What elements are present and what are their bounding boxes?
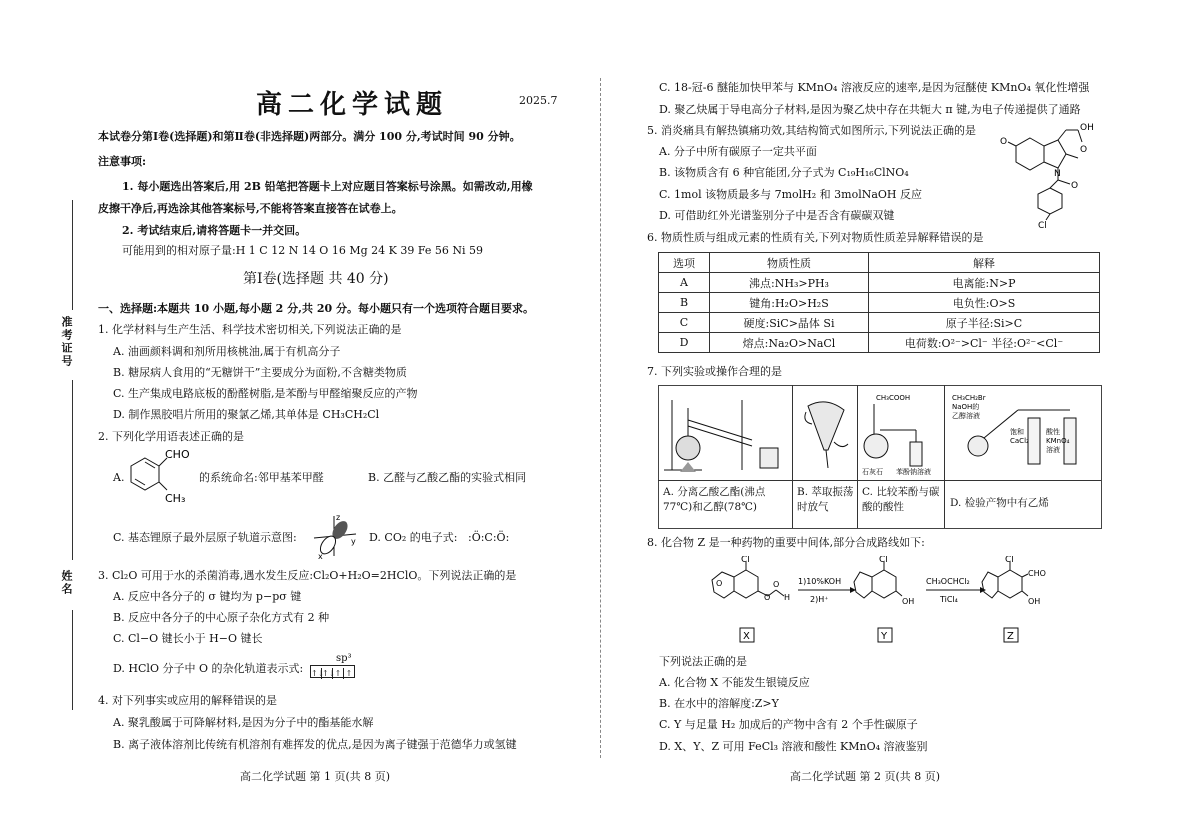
page-title: 高二化学试题	[256, 90, 449, 120]
table-cell: 键角:H₂O>H₂S	[710, 293, 869, 313]
q8-x-o1: O	[716, 579, 723, 588]
orbital-box-group	[310, 665, 355, 678]
table-cell: B	[659, 293, 710, 313]
q5-option-d: D. 可借助红外光谱鉴别分子中是否含有碳碳双键	[659, 209, 895, 222]
table-cell: 原子半径:Si>C	[869, 313, 1100, 333]
q7-stem: 7. 下列实验或操作合理的是	[647, 365, 782, 378]
table-cell: 电荷数:O²⁻>Cl⁻ 半径:O²⁻<Cl⁻	[869, 333, 1100, 353]
q8-x-o2: O	[764, 593, 771, 602]
q3-option-b: B. 反应中各分子的中心原子杂化方式有 2 种	[113, 611, 330, 624]
q8-step2-bottom: TiCl₄	[940, 595, 958, 604]
q2-option-c: C. 基态锂原子最外层原子轨道示意图:	[113, 531, 297, 544]
indomethacin-structure	[1000, 118, 1108, 230]
q6-table	[658, 252, 1100, 353]
q8-stem: 8. 化合物 Z 是一种药物的重要中间体,部分合成路线如下:	[647, 536, 925, 549]
sidebar-line-mid	[72, 380, 73, 560]
separatory-funnel	[798, 392, 854, 474]
table-header-cell: 解释	[869, 253, 1100, 273]
sidebar-line-bottom	[72, 610, 73, 710]
q8-z-oh: OH	[1028, 597, 1041, 606]
orbital-box-4: ↑	[343, 668, 354, 679]
q8-step2-top: CH₃OCHCl₂	[926, 577, 970, 586]
q3-option-d: D. HClO 分子中 O 的杂化轨道表示式:	[113, 662, 304, 675]
ethylene-test-apparatus	[948, 390, 1098, 478]
q8-x-h: H	[784, 593, 791, 602]
q7-caption-b: B. 萃取振荡时放气	[797, 486, 854, 513]
note-1b: 皮擦干净后,再选涂其他答案标号,不能将答案直接答在试卷上。	[98, 202, 403, 215]
name-label: 姓名	[60, 570, 73, 596]
q3-option-a: A. 反应中各分子的 σ 键均为 p−pσ 键	[113, 590, 302, 603]
q7-c-acid-label: CH₃COOH	[876, 394, 911, 402]
exam-number-label: 准考证号	[60, 316, 73, 368]
co2-electron-formula: :Ö:C:Ö:	[468, 531, 510, 544]
q1-option-b: B. 糖尿病人食用的“无糖饼干”主要成分为面粉,不含糖类物质	[113, 366, 407, 379]
q8-option-a: A. 化合物 X 不能发生银镜反应	[659, 676, 810, 689]
q7-d-solution-label: 溶液	[1046, 446, 1060, 454]
table-row	[659, 293, 1100, 313]
table-cell: D	[659, 333, 710, 353]
q4-option-d: D. 聚乙炔属于导电高分子材料,是因为聚乙炔中存在共轭大 π 键,为电子传递提供了通路	[659, 103, 1081, 116]
q7-caption-d: D. 检验产物中有乙烯	[950, 497, 1049, 509]
q2-axis-z: z	[336, 513, 341, 522]
q5-methoxy-o: O	[1000, 137, 1008, 147]
table-row	[659, 313, 1100, 333]
note-1a: 1. 每小题选出答案后,用 2B 铅笔把答题卡上对应题目答案标号涂黑。如需改动,用橡	[122, 180, 533, 193]
table-row	[659, 333, 1100, 353]
distillation-apparatus	[662, 390, 788, 478]
q8-option-c: C. Y 与足量 H₂ 加成后的产物中含有 2 个手性碳原子	[659, 718, 918, 731]
q8-y-oh: OH	[902, 597, 915, 606]
q8-z-cl: Cl	[1005, 556, 1014, 565]
table-header-row	[659, 253, 1100, 273]
q8-step1-top: 1)10%KOH	[798, 577, 842, 586]
page-divider	[600, 78, 601, 758]
q8-step1-bottom: 2)H⁺	[810, 595, 829, 604]
q7-col-divider-3	[944, 385, 945, 528]
q7-caption-divider	[658, 480, 1101, 481]
q1-option-a: A. 油画颜料调和剂所用核桃油,属于有机高分子	[113, 345, 341, 358]
q4-stem: 4. 对下列事实或应用的解释错误的是	[98, 694, 277, 707]
note-2: 2. 考试结束后,请将答题卡一并交回。	[122, 224, 307, 237]
sp3-label: sp³	[336, 653, 352, 664]
q7-d-kmno4-label: KMnO₄	[1046, 437, 1070, 445]
q3-option-c: C. Cl−O 键长小于 H−O 键长	[113, 632, 263, 645]
q7-caption-a: A. 分离乙酸乙酯(沸点 77℃)和乙醇(78℃)	[663, 486, 766, 513]
q8-y-cl: Cl	[879, 556, 888, 565]
orbital-box-3: ↑	[332, 668, 343, 679]
table-cell: 熔点:Na₂O>NaCl	[710, 333, 869, 353]
q7-d-cacl2-label: CaCl₂	[1010, 437, 1029, 445]
table-header-cell: 选项	[659, 253, 710, 273]
table-header-cell: 物质性质	[710, 253, 869, 273]
q5-option-c: C. 1mol 该物质最多与 7molH₂ 和 3molNaOH 反应	[659, 188, 923, 201]
q8-z-cho: CHO	[1028, 569, 1046, 578]
q7-col-divider-1	[792, 385, 793, 528]
q2-stem: 2. 下列化学用语表述正确的是	[98, 430, 244, 443]
q8-x-o3: O	[773, 580, 780, 589]
q5-cl: Cl	[1038, 221, 1047, 230]
q2-cho-label: CHO	[165, 448, 190, 461]
q2-axis-y: y	[351, 537, 356, 546]
atomic-masses: 可能用到的相对原子量:H 1 C 12 N 14 O 16 Mg 24 K 39 Fe 56 Ni 59	[122, 244, 483, 257]
table-row	[659, 273, 1100, 293]
q7-d-saturated-label: 饱和	[1010, 428, 1024, 436]
q5-stem: 5. 消炎痛具有解热镇痛功效,其结构简式如图所示,下列说法正确的是	[647, 124, 976, 137]
q2-ch3-label: CH₃	[165, 492, 186, 505]
o-methylbenzaldehyde-structure	[125, 446, 195, 508]
p-orbital-diagram	[308, 512, 360, 560]
q8-label-z: Z	[1007, 631, 1014, 642]
part1-heading: 第Ⅰ卷(选择题 共 40 分)	[243, 271, 389, 287]
orbital-box-1: ↑↓	[311, 668, 325, 678]
q8-x-cl: Cl	[741, 556, 750, 565]
hybrid-orbital-boxes	[310, 664, 355, 678]
q7-c-phenoxide-label: 苯酚钠溶液	[896, 468, 931, 476]
q2-option-a-text: 的系统命名:邻甲基苯甲醛	[199, 471, 324, 484]
table-cell: A	[659, 273, 710, 293]
q5-option-a: A. 分子中所有碳原子一定共平面	[659, 145, 817, 158]
q5-carbonyl-o: O	[1080, 145, 1088, 155]
q2-option-d: D. CO₂ 的电子式:	[369, 531, 458, 544]
q2-axis-x: x	[318, 552, 323, 560]
q7-d-acidic-label: 酸性	[1046, 428, 1060, 436]
q8-option-d: D. X、Y、Z 可用 FeCl₃ 溶液和酸性 KMnO₄ 溶液鉴别	[659, 740, 928, 753]
q6-stem: 6. 物质性质与组成元素的性质有关,下列对物质性质差异解释错误的是	[647, 231, 984, 244]
exam-date: 2025.7	[519, 94, 558, 107]
q4-option-c: C. 18-冠-6 醚能加快甲苯与 KMnO₄ 溶液反应的速率,是因为冠醚使 KMnO₄ 氧化性增强	[659, 81, 1090, 94]
q4-option-a: A. 聚乳酸属于可降解材料,是因为分子中的酯基能水解	[113, 716, 374, 729]
q5-n: N	[1054, 169, 1061, 179]
q8-label-y: Y	[881, 631, 888, 642]
intro-line: 本试卷分第Ⅰ卷(选择题)和第Ⅱ卷(非选择题)两部分。满分 100 分,考试时间 90 分钟。	[98, 130, 521, 143]
sidebar-line-top	[72, 200, 73, 310]
q7-col-divider-2	[857, 385, 858, 528]
footer-right: 高二化学试题 第 2 页(共 8 页)	[790, 770, 941, 783]
q1-option-c: C. 生产集成电路底板的酚醛树脂,是苯酚与甲醛缩聚反应的产物	[113, 387, 418, 400]
q7-d-reagent-1: CH₃CH₂Br	[952, 394, 986, 402]
table-cell: 沸点:NH₃>PH₃	[710, 273, 869, 293]
notes-heading: 注意事项:	[98, 155, 147, 168]
q8-option-b: B. 在水中的溶解度:Z>Y	[659, 697, 779, 710]
q8-label-x: X	[743, 631, 750, 642]
q7-c-limestone-label: 石灰石	[862, 468, 883, 476]
q1-stem: 1. 化学材料与生产生活、科学技术密切相关,下列说法正确的是	[98, 323, 402, 336]
q8-after: 下列说法正确的是	[659, 655, 747, 668]
q5-option-b: B. 该物质含有 6 种官能团,分子式为 C₁₉H₁₆ClNO₄	[659, 166, 909, 179]
q3-stem: 3. Cl₂O 可用于水的杀菌消毒,遇水发生反应:Cl₂O+H₂O=2HClO。下列说法正确的是	[98, 569, 517, 582]
q7-caption-c: C. 比较苯酚与碳酸的酸性	[862, 486, 940, 513]
table-cell: C	[659, 313, 710, 333]
table-cell: 硬度:SiC>晶体 Si	[710, 313, 869, 333]
q2-option-a-prefix: A.	[113, 471, 125, 484]
part1-instructions: 一、选择题:本题共 10 小题,每小题 2 分,共 20 分。每小题只有一个选项符合题目要求。	[98, 302, 534, 315]
table-cell: 电负性:O>S	[869, 293, 1100, 313]
q5-amide-o: O	[1071, 181, 1079, 191]
q7-d-reagent-3: 乙醇溶液	[952, 412, 980, 420]
orbital-box-2: ↑↓	[322, 668, 336, 678]
table-cell: 电离能:N>P	[869, 273, 1100, 293]
q7-d-reagent-2: NaOH的	[952, 403, 980, 411]
phenol-acidity-apparatus	[860, 390, 942, 478]
q1-option-d: D. 制作黑胶唱片所用的聚氯乙烯,其单体是 CH₃CH₂Cl	[113, 408, 380, 421]
q5-oh: OH	[1080, 123, 1094, 133]
q2-option-b: B. 乙醛与乙酸乙酯的实验式相同	[368, 471, 527, 484]
synthesis-route	[706, 556, 1050, 646]
footer-left: 高二化学试题 第 1 页(共 8 页)	[240, 770, 391, 783]
q4-option-b: B. 离子液体溶剂比传统有机溶剂有难挥发的优点,是因为离子键强于范德华力或氢键	[113, 738, 517, 751]
